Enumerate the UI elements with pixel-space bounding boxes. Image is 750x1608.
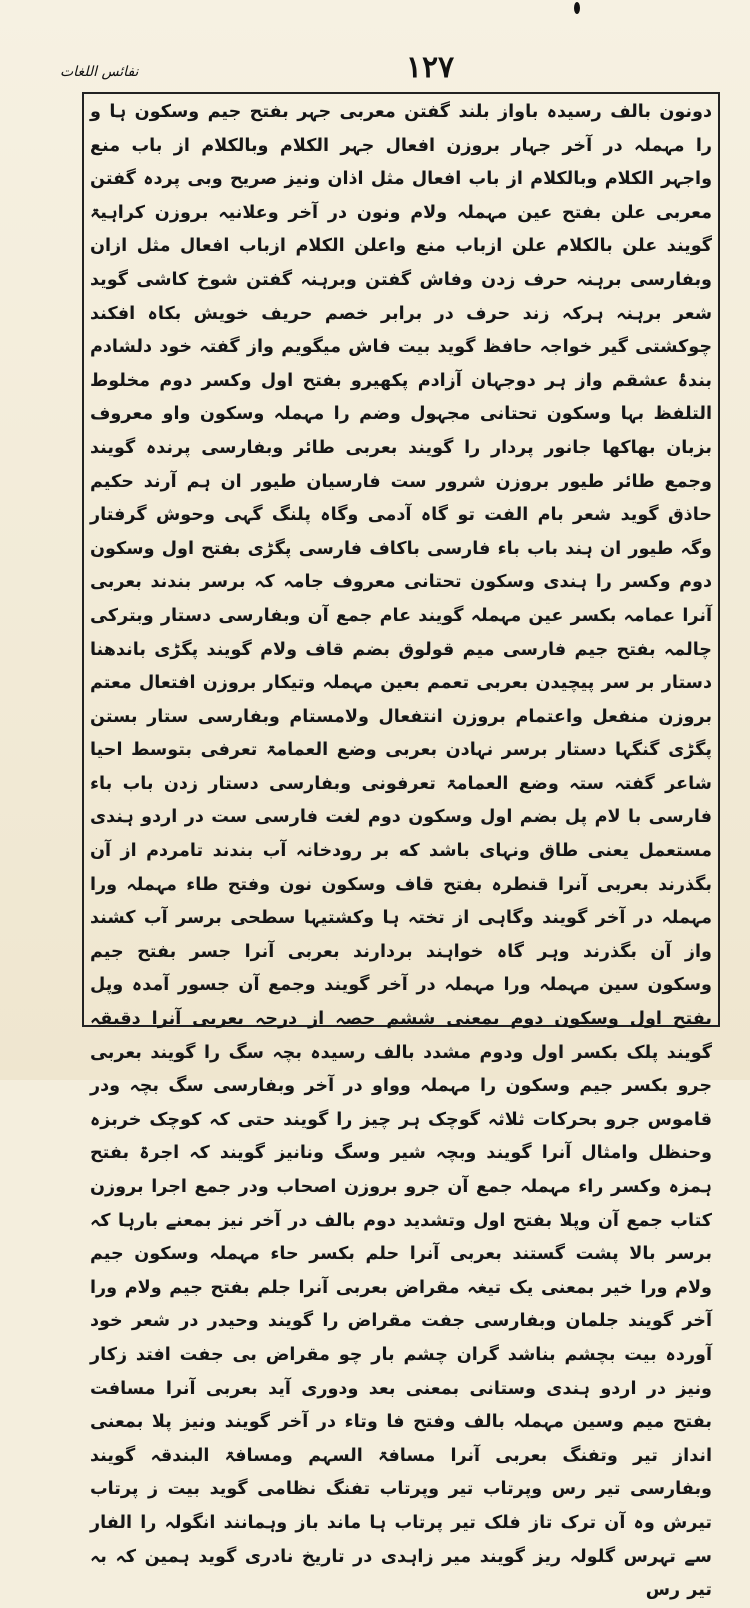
ink-dot (574, 2, 580, 14)
page-number: ۱۲۷ (405, 50, 455, 85)
body-paragraph: دونون بالف رسیدہ باواز بلند گفتن معربی جہر بفتح جیم وسکون ہا و را مہملہ در آخر جہار بروزن افعال جہر الکلام وبالکلام از باب منع واجہر الکلام وبالکلام از باب افعال مثل اذان ونیز صریح وبی پردہ گفتن معربی علن بفتح عین مہملہ ولام ونون در آخر وعلانیہ بروزن کراہیۃ گویند علن بالکلام علن ازباب منع واعلن الکلام ازباب افعال مثل ازان وبفارسی برہنہ حرف زدن وفاش گفتن وبرہنہ گفتن شوخ کاشی گوید شعر برہنہ ہرکہ زند حرف در برابر خصم حریف خویش بکاہ افکند چوکشتی گیر خواجہ حافظ گوید بیت فاش میگویم واز گفتہ خود دلشادم بندۂ عشقم واز ہر دوجہان آزادم پکھیرو بفتح اول وکسر دوم مخلوط التلفظ بہا وسکون تحتانی مجہول وضم را مہملہ وسکون واو معروف بزبان بھاکھا جانور پردار را گویند بعربی طائر وبفارسی پرندہ گویند وجمع طائر طیور بروزن شرور ست فارسیان طیور ان ہم آرند حکیم حاذق گوید شعر بام الفت تو گاہ آدمی وگاہ پلنگ گہی وحوش گرفتار وگہ طیور ان ہند باب باء فارسی باکاف فارسی پگڑی بفتح اول وسکون دوم وکسر را ہندی وسکون تحتانی معروف جامہ کہ برسر بندند بعربی آنرا عمامہ بکسر عین مہملہ گویند عام جمع آن وبفارسی دستار وبترکی چالمہ بفتح جیم فارسی میم قولوق بضم قاف ولام گویند پگڑی باندھنا دستار بر سر پیچیدن بعربی تعمم بعین مہملہ وتیکار بروزن افتعال معتم بروزن منفعل واعتمام بروزن انتفعال ولامستام وبفارسی ستار بستن پگڑی گنگہا دستار برسر نہادن بعربی وضع العمامۃ تعرفی بتوسط احیا شاعر گفتہ ستہ وضع العمامۃ تعرفونی وبفارسی دستار زدن باب باء فارسی با لام پل بضم اول وسکون دوم لغت فارسی ست در اردو ہندی مستعمل یعنی طاق ونہای باشد که بر رودخانہ آب بندند تامردم از آن بگذرند بعربی آنرا قنطرہ بفتح قاف وسکون نون وفتح طاء مہملہ ورا مہملہ در آخر گویند وگاہی از تختہ ہا وکشتیہا سطحی برسر آب کشند واز آن بگذرند وہر گاہ خواہند بردارند بعربی آنرا جسر بفتح جیم وسکون سین مہملہ ورا مہملہ در آخر گویند وجمع آن جسور آمدہ وپل بفتح اول وسکون دوم بمعنی ششم حصہ از درجہ بعربی آنرا دقیقہ گویند پلک بکسر اول ودوم مشدد بالف رسیدہ بچہ سگ را گویند بعربی جرو بکسر جیم وسکون را مہملہ وواو در آخر وبفارسی سگ بچہ ودر قاموس جرو بحرکات ثلاثہ گوچک ہر چیز را گویند حتی کہ کوچک خربزہ وحنظل وامثال آنرا گویند وبچہ شیر وسگ ونانیز گویند کہ اجرۃ بفتح ہمزہ وکسر راء مہملہ جمع آن جرو بروزن اصحاب ودر جمع اجرا بروزن کتاب جمع آن وپلا بفتح اول وتشدید دوم بالف در آخر نیز بمعنے بارہا کہ برسر بالا پشت گستند بعربی آنرا حلم بکسر حاء مہملہ وسکون جیم ولام ورا خیر بمعنی یک تیغہ مقراض بعربی آنرا جلم بفتح جیم ولام ورا آخر گویند جلمان وبفارسی جفت مقراض را گویند وحیدر در شعر خود آوردہ بیت بچشم بناشد گران چشم بار چو مقراض بی جفت افتد زکار ونیز در اردو ہندی وستانی بمعنی بعد ودوری آید بعربی آنرا مسافت بفتح میم وسین مہملہ بالف وفتح فا وتاء در آخر گویند ونیز پلا بمعنی انداز تیر وتفنگ بعربی آنرا مسافۃ السہم ومسافۃ البندقہ گویند وبفارسی تیر رس وپرتاب تیر وپرتاب تفنگ نظامی گوید بیت ز پرتاب تیرش وہ آن ترک تاز فلک تیر پرتاب ہا ماند باز وہمانند انگولہ را الفار سے تہرس گلولہ ریز گویند میر زاہدی در تاریخ نادری گوید ہمین کہ بہ تیر رس (90, 102, 712, 1601)
body-text-block (90, 96, 712, 1601)
running-head: نفائس اللغات (60, 64, 139, 80)
page-header (60, 50, 720, 90)
